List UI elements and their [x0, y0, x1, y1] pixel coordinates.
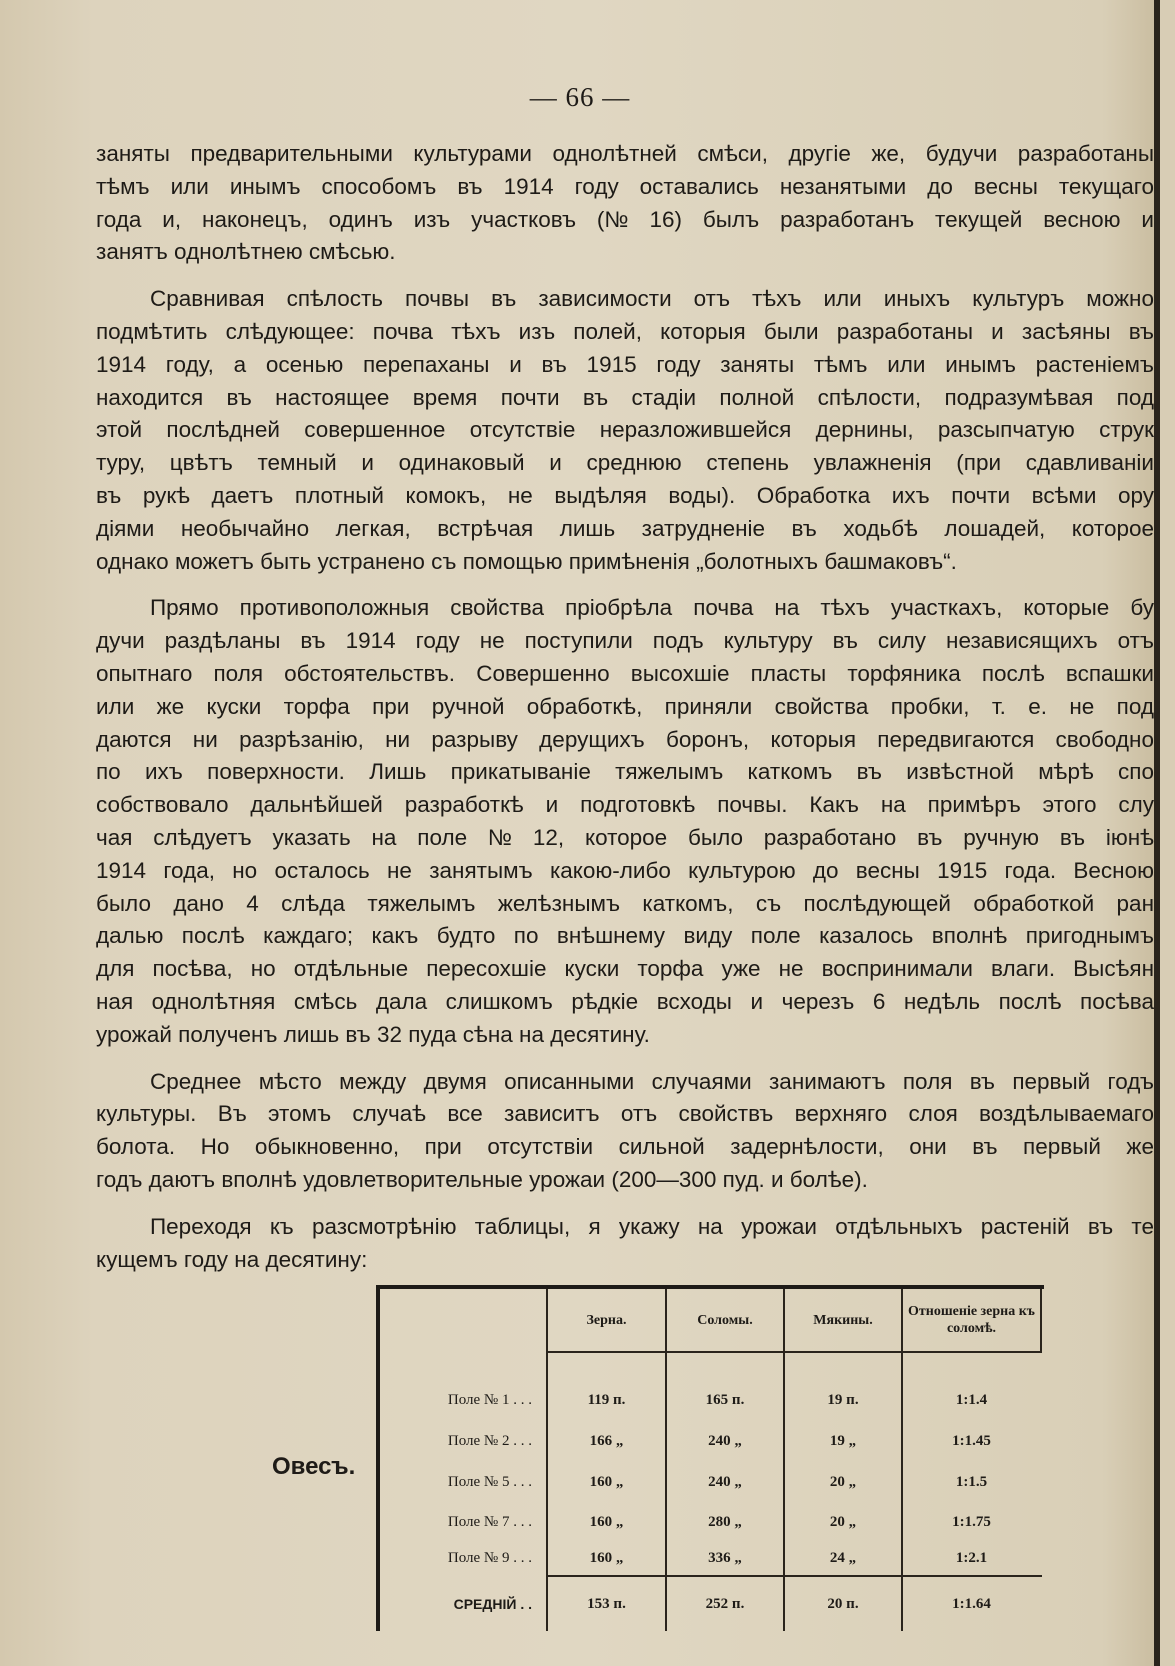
text-line: для посѣва, но отдѣльные пересохшіе куски торфа уже не воспринимали влаги. Высѣян: [96, 956, 1154, 982]
cell-straw: 280 „: [708, 1514, 742, 1530]
body-text: [96, 138, 1154, 1276]
cell-grain: 160 „: [589, 1514, 624, 1530]
row-label: Поле № 2 . . .: [447, 1433, 532, 1449]
text-line: опытнаго поля обстоятельствъ. Совершенно высохшіе пласты торфяника послѣ вспашки: [96, 660, 1154, 686]
cell-chaff: 19 п.: [827, 1392, 859, 1408]
row-label: Поле № 5 . . .: [447, 1474, 532, 1490]
text-line: болота. Но обыкновенно, при отсутствіи сильной задернѣлости, они въ первый же: [96, 1134, 1154, 1160]
header-chaff: Мякины.: [813, 1312, 873, 1328]
cell-grain: 160 „: [589, 1474, 624, 1490]
cell-grain: 166 „: [589, 1433, 624, 1449]
cell-ratio: 1:1.5: [955, 1474, 988, 1490]
text-line: даются ни разрѣзанію, ни разрыву дерущихъ боронъ, которыя передвигаются свободно: [96, 726, 1154, 752]
average-label: СРЕДНІЙ . .: [453, 1596, 532, 1612]
cell-chaff: 20 „: [829, 1474, 857, 1490]
page-number: — 66 —: [529, 82, 631, 112]
text-line: годъ даютъ вполнѣ удовлетворительные урожаи (200—300 пуд. и болѣе).: [96, 1166, 868, 1192]
text-line: въ рукѣ даетъ плотный комокъ, не выдѣляя воды). Обработка ихъ почти всѣми ору: [96, 482, 1154, 508]
text-line: этой послѣдней совершенное отсутствіе неразложившейся дернины, разсыпчатую струк: [96, 417, 1154, 443]
text-line: 1914 году, а осенью перепаханы и въ 1915 году заняты тѣмъ или инымъ растеніемъ: [96, 351, 1154, 377]
cell-chaff: 19 „: [829, 1433, 857, 1449]
text-line: Среднее мѣсто между двумя описанными случаями занимаютъ поля въ первый годъ: [150, 1068, 1154, 1094]
text-line: по ихъ поверхности. Лишь прикатываніе тяжелымъ каткомъ въ извѣстной мѣрѣ спо: [96, 759, 1154, 785]
text-line: подмѣтить слѣдующее: почва тѣхъ изъ полей, которыя были разработаны и засѣяны въ: [96, 318, 1154, 344]
row-label: Поле № 7 . . .: [447, 1514, 532, 1530]
cell-grain: 119 п.: [587, 1392, 626, 1408]
average-ratio: 1:1.64: [952, 1596, 991, 1612]
text-line: кущемъ году на десятину:: [96, 1246, 368, 1272]
text-line: дучи раздѣланы въ 1914 году не поступили подъ культуру въ силу независящихъ отъ: [96, 628, 1154, 654]
row-label: Поле № 1 . . .: [447, 1392, 532, 1408]
text-line: Прямо противоположныя свойства пріобрѣла почва на тѣхъ участкахъ, которые бу: [150, 595, 1154, 621]
crop-label: Овесъ.: [272, 1453, 356, 1480]
text-line: діями необычайно легкая, встрѣчая лишь затрудненіе въ ходьбѣ лошадей, которое: [96, 515, 1154, 541]
text-line: культуры. Въ этомъ случаѣ все зависитъ отъ свойствъ верхняго слоя воздѣлываемаго: [96, 1101, 1154, 1127]
text-line: занятъ однолѣтнею смѣсью.: [96, 239, 396, 265]
text-line: собствовало дальнѣйшей разработкѣ и подготовкѣ почвы. Какъ на примѣръ этого слу: [96, 792, 1154, 818]
text-line: Переходя къ разсмотрѣнію таблицы, я укажу на урожаи отдѣльныхъ растеній въ те: [150, 1213, 1154, 1239]
average-chaff: 20 п.: [827, 1596, 859, 1612]
cell-straw: 240 „: [708, 1474, 742, 1490]
cell-chaff: 24 „: [829, 1550, 857, 1566]
average-straw: 252 п.: [705, 1596, 745, 1612]
text-line: тѣмъ или инымъ способомъ въ 1914 году оставались незанятыми до весны текущаго: [96, 173, 1154, 199]
header-straw: Соломы.: [697, 1312, 753, 1328]
text-line: чая слѣдуетъ указать на поле № 12, которое было разработано въ ручную въ іюнѣ: [96, 824, 1154, 850]
cell-chaff: 20 „: [829, 1514, 857, 1530]
cell-grain: 160 „: [589, 1550, 624, 1566]
text-line: ная однолѣтняя смѣсь дала слишкомъ рѣдкіе всходы и черезъ 6 недѣль послѣ посѣва: [96, 988, 1154, 1014]
average-grain: 153 п.: [587, 1596, 626, 1612]
text-line: однако можетъ быть устранено съ помощью примѣненія „болотныхъ башмаковъ“.: [96, 548, 957, 574]
text-line: Сравнивая спѣлость почвы въ зависимости отъ тѣхъ или иныхъ культуръ можно: [150, 286, 1154, 312]
cell-ratio: 1:1.45: [952, 1433, 991, 1449]
page-edge: [1154, 0, 1160, 1666]
text-line: урожай полученъ лишь въ 32 пуда сѣна на десятину.: [96, 1021, 650, 1047]
text-line: было дано 4 слѣда тяжелымъ желѣзнымъ каткомъ, съ послѣдующей обработкой ран: [96, 890, 1154, 916]
header-ratio: Отношеніе зерна къ соломѣ.: [908, 1304, 1035, 1336]
cell-straw: 240 „: [708, 1433, 742, 1449]
text-line: находится въ настоящее время почти въ стадіи полной спѣлости, подразумѣвая под: [96, 384, 1154, 410]
text-line: заняты предварительными культурами однолѣтней смѣси, другіе же, будучи разработаны: [96, 141, 1154, 166]
text-line: или же куски торфа при ручной обработкѣ, приняли свойства пробки, т. е. не под: [96, 693, 1154, 719]
text-line: далью послѣ каждаго; какъ будто по внѣшнему виду поле казалось вполнѣ пригоднымъ: [96, 923, 1154, 949]
text-line: туру, цвѣтъ темный и одинаковый и среднюю степень увлажненія (при сдавливаніи: [96, 450, 1154, 476]
cell-ratio: 1:1.75: [952, 1514, 991, 1530]
cell-straw: 165 п.: [705, 1392, 745, 1408]
text-line: года и, наконецъ, одинъ изъ участковъ (№ 16) былъ разработанъ текущей весною и: [96, 206, 1154, 232]
cell-straw: 336 „: [708, 1550, 742, 1566]
yield-table: [376, 1285, 1044, 1631]
text-line: 1914 года, но осталось не занятымъ какою-либо культурою до весны 1915 года. Весною: [96, 857, 1154, 883]
cell-ratio: 1:1.4: [955, 1392, 988, 1408]
row-label: Поле № 9 . . .: [447, 1550, 532, 1566]
cell-ratio: 1:2.1: [955, 1550, 988, 1566]
header-grain: Зерна.: [586, 1312, 627, 1328]
